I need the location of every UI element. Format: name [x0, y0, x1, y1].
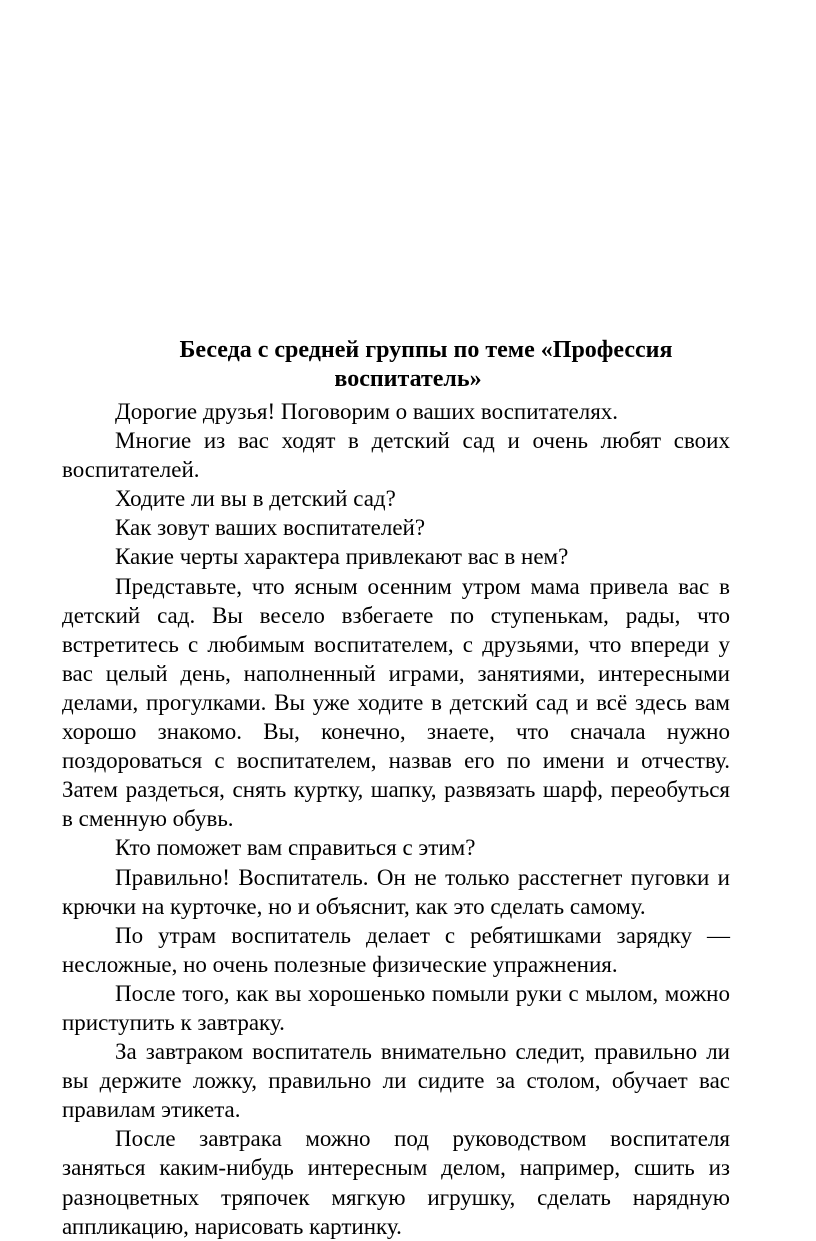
paragraph-question-3: Какие черты характера привлекают вас в нем? — [115, 544, 569, 570]
paragraph-question-2: Как зовут ваших воспитателей? — [115, 515, 426, 541]
paragraph-greeting: Дорогие друзья! Поговорим о ваших воспитателях. — [115, 399, 619, 424]
paragraph-question-4: Кто поможет вам справиться с этим? — [115, 835, 476, 861]
title-line-1: Беседа с средней группы по теме «Профессия — [179, 337, 673, 363]
paragraph-answer: Правильно! Воспитатель. Он не только расстегнет пуговки и крючки на курточке, но и объяснит, как это сделать самому. — [62, 864, 730, 919]
paragraph-morning: Представьте, что ясным осенним утром мама привела вас в детский сад. Вы весело взбегаете по ступенькам, рады, что встретитесь с любимым воспитателем, с друзьями, что впереди у вас целый день, наполненный играми, занятиями, интересными делами, прогулками. Вы уже ходите в детский сад и всё здесь вам хорошо знакомо. Вы, конечно, знаете, что сначала нужно поздороваться с воспитателем, назвав его по имени и отчеству. Затем раздеться, снять куртку, шапку, развязать шарф, переобуться в сменную обувь. — [62, 573, 730, 832]
document-title — [62, 336, 754, 394]
document-body — [62, 397, 730, 1241]
paragraph-intro: Многие из вас ходят в детский сад и очень любят своих воспитателей. — [62, 428, 730, 483]
title-line-2: воспитатель» — [334, 366, 482, 392]
paragraph-breakfast: После того, как вы хорошенько помыли руки с мылом, можно приступить к завтраку. — [62, 980, 730, 1035]
paragraph-activities: После завтрака можно под руководством воспитателя заняться каким-нибудь интересным делом, например, сшить из разноцветных тряпочек мягкую игрушку, сделать нарядную аппликацию, нарисовать картинку. — [62, 1126, 730, 1239]
paragraph-exercise: По утрам воспитатель делает с ребятишками зарядку — несложные, но очень полезные физические упражнения. — [62, 922, 730, 977]
paragraph-etiquette: За завтраком воспитатель внимательно следит, правильно ли вы держите ложку, правильно ли сидите за столом, обучает вас правилам этикета. — [62, 1039, 730, 1123]
paragraph-question-1: Ходите ли вы в детский сад? — [115, 486, 396, 512]
